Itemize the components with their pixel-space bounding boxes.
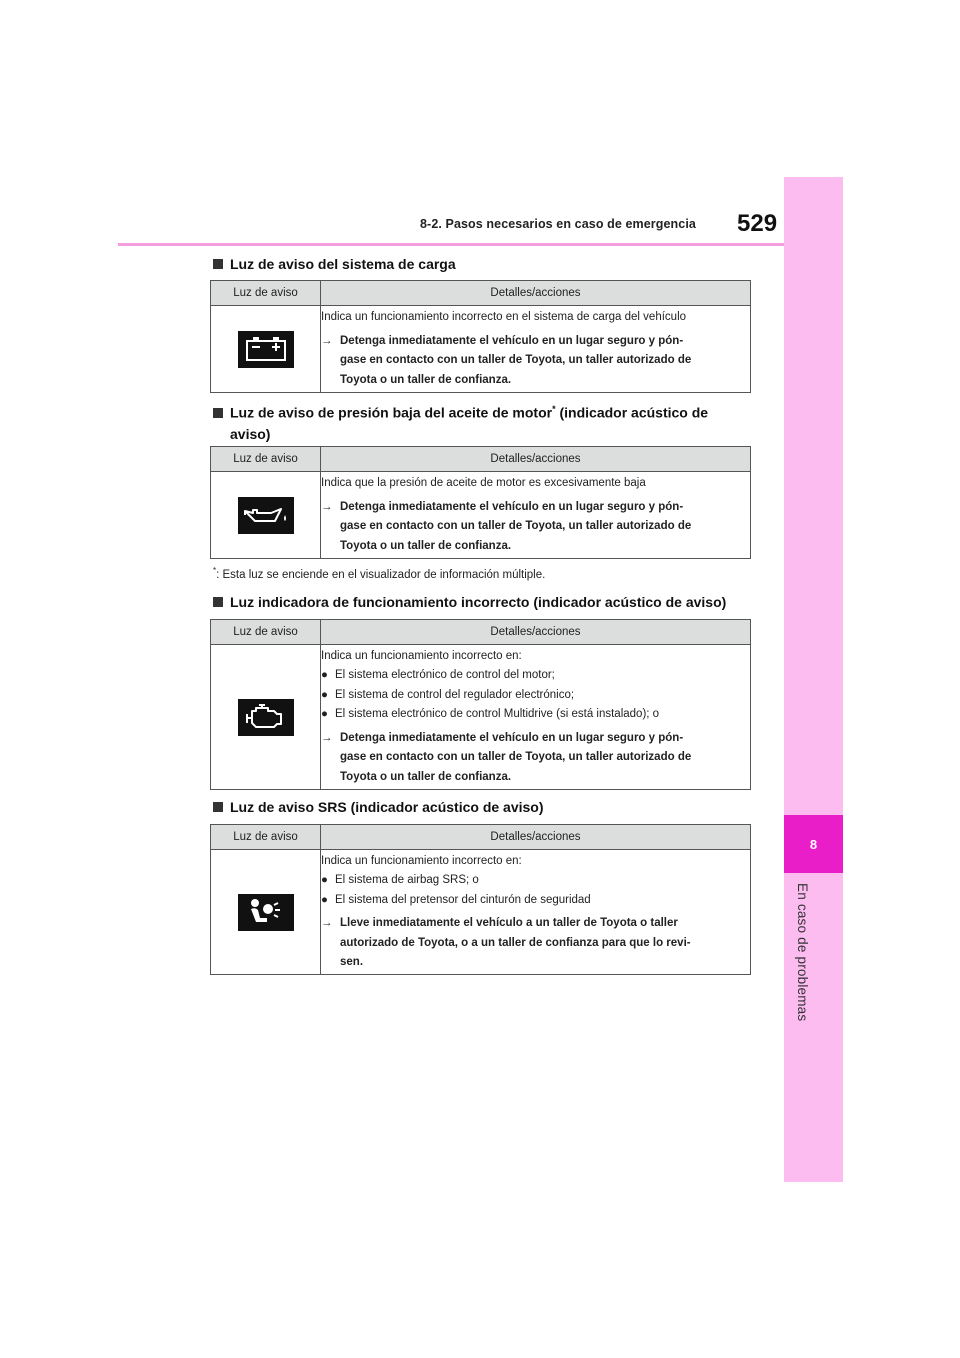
warning-table-oil-pressure	[210, 446, 751, 559]
bullet-dot-icon: ●	[321, 893, 328, 906]
details-cell	[321, 306, 751, 393]
table-header-details: Detalles/acciones	[321, 825, 751, 850]
chapter-label: En caso de problemas	[795, 883, 810, 1022]
footnote: *: Esta luz se enciende en el visualizador de información múltiple.	[213, 566, 546, 581]
section-title-srs: Luz de aviso SRS (indicador acústico de aviso)	[213, 797, 753, 818]
action-text: → Detenga inmediatamente el vehículo en un lugar seguro y pón- gase en contacto con un taller de Toyota, un taller autorizado de Toyota o un taller de confianza.	[321, 332, 750, 391]
details-cell	[321, 850, 751, 975]
header-divider	[118, 243, 784, 246]
action-text: → Detenga inmediatamente el vehículo en un lugar seguro y pón- gase en contacto con un taller de Toyota, un taller autorizado de Toyota o un taller de confianza.	[321, 498, 750, 557]
list-item: ● El sistema del pretensor del cinturón de seguridad	[321, 891, 750, 911]
page-number: 529	[737, 210, 778, 237]
square-bullet-icon	[213, 597, 223, 607]
bullet-dot-icon: ●	[321, 669, 328, 682]
warning-table-srs	[210, 824, 751, 975]
chapter-number: 8	[784, 815, 843, 873]
check-engine-icon	[238, 699, 294, 736]
table-header-light: Luz de aviso	[211, 825, 321, 850]
bullet-dot-icon: ●	[321, 688, 328, 701]
section-title-malfunction: Luz indicadora de funcionamiento incorrecto (indicador acústico de aviso)	[213, 592, 753, 613]
table-header-light: Luz de aviso	[211, 620, 321, 645]
table-header-details: Detalles/acciones	[321, 281, 751, 306]
arrow-icon: →	[321, 334, 333, 347]
section-title-oil-pressure: Luz de aviso de presión baja del aceite de motor* (indicador acústico de aviso)	[213, 399, 753, 445]
details-intro: Indica que la presión de aceite de motor es excesivamente baja	[321, 477, 646, 489]
warning-table-malfunction	[210, 619, 751, 790]
action-text: → Detenga inmediatamente el vehículo en un lugar seguro y pón- gase en contacto con un taller de Toyota, un taller autorizado de Toyota o un taller de confianza.	[321, 729, 750, 788]
arrow-icon: →	[321, 917, 333, 929]
square-bullet-icon	[213, 408, 223, 418]
section-header: 8-2. Pasos necesarios en caso de emergencia	[420, 217, 696, 231]
warning-table-charging	[210, 280, 751, 393]
list-item: ● El sistema electrónico de control del motor;	[321, 666, 750, 686]
details-intro: Indica un funcionamiento incorrecto en:	[321, 649, 522, 662]
oil-can-icon	[238, 497, 294, 534]
bullet-dot-icon: ●	[321, 708, 328, 721]
details-cell	[321, 645, 751, 790]
square-bullet-icon	[213, 259, 223, 269]
details-intro: Indica un funcionamiento incorrecto en el sistema de carga del vehículo	[321, 311, 687, 323]
battery-icon	[238, 331, 294, 368]
warning-light-cell	[211, 306, 321, 393]
section-title-charging: Luz de aviso del sistema de carga	[213, 254, 753, 275]
table-header-light: Luz de aviso	[211, 281, 321, 306]
table-header-details: Detalles/acciones	[321, 447, 751, 472]
arrow-icon: →	[321, 731, 333, 744]
arrow-icon: →	[321, 500, 333, 513]
warning-light-cell	[211, 645, 321, 790]
bullet-dot-icon: ●	[321, 874, 328, 886]
action-text: → Lleve inmediatamente el vehículo a un taller de Toyota o taller autorizado de Toyota, o a un taller de confianza para que lo revi- sen.	[321, 914, 750, 973]
chapter-side-tab	[784, 177, 843, 1182]
warning-light-cell	[211, 472, 321, 559]
table-header-details: Detalles/acciones	[321, 620, 751, 645]
table-header-light: Luz de aviso	[211, 447, 321, 472]
square-bullet-icon	[213, 802, 223, 812]
details-intro: Indica un funcionamiento incorrecto en:	[321, 854, 522, 867]
warning-light-cell	[211, 850, 321, 975]
list-item: ● El sistema de control del regulador electrónico;	[321, 686, 750, 706]
list-item: ● El sistema de airbag SRS; o	[321, 871, 750, 891]
list-item: ● El sistema electrónico de control Multidrive (si está instalado); o	[321, 705, 750, 725]
details-cell	[321, 472, 751, 559]
airbag-icon	[238, 894, 294, 931]
